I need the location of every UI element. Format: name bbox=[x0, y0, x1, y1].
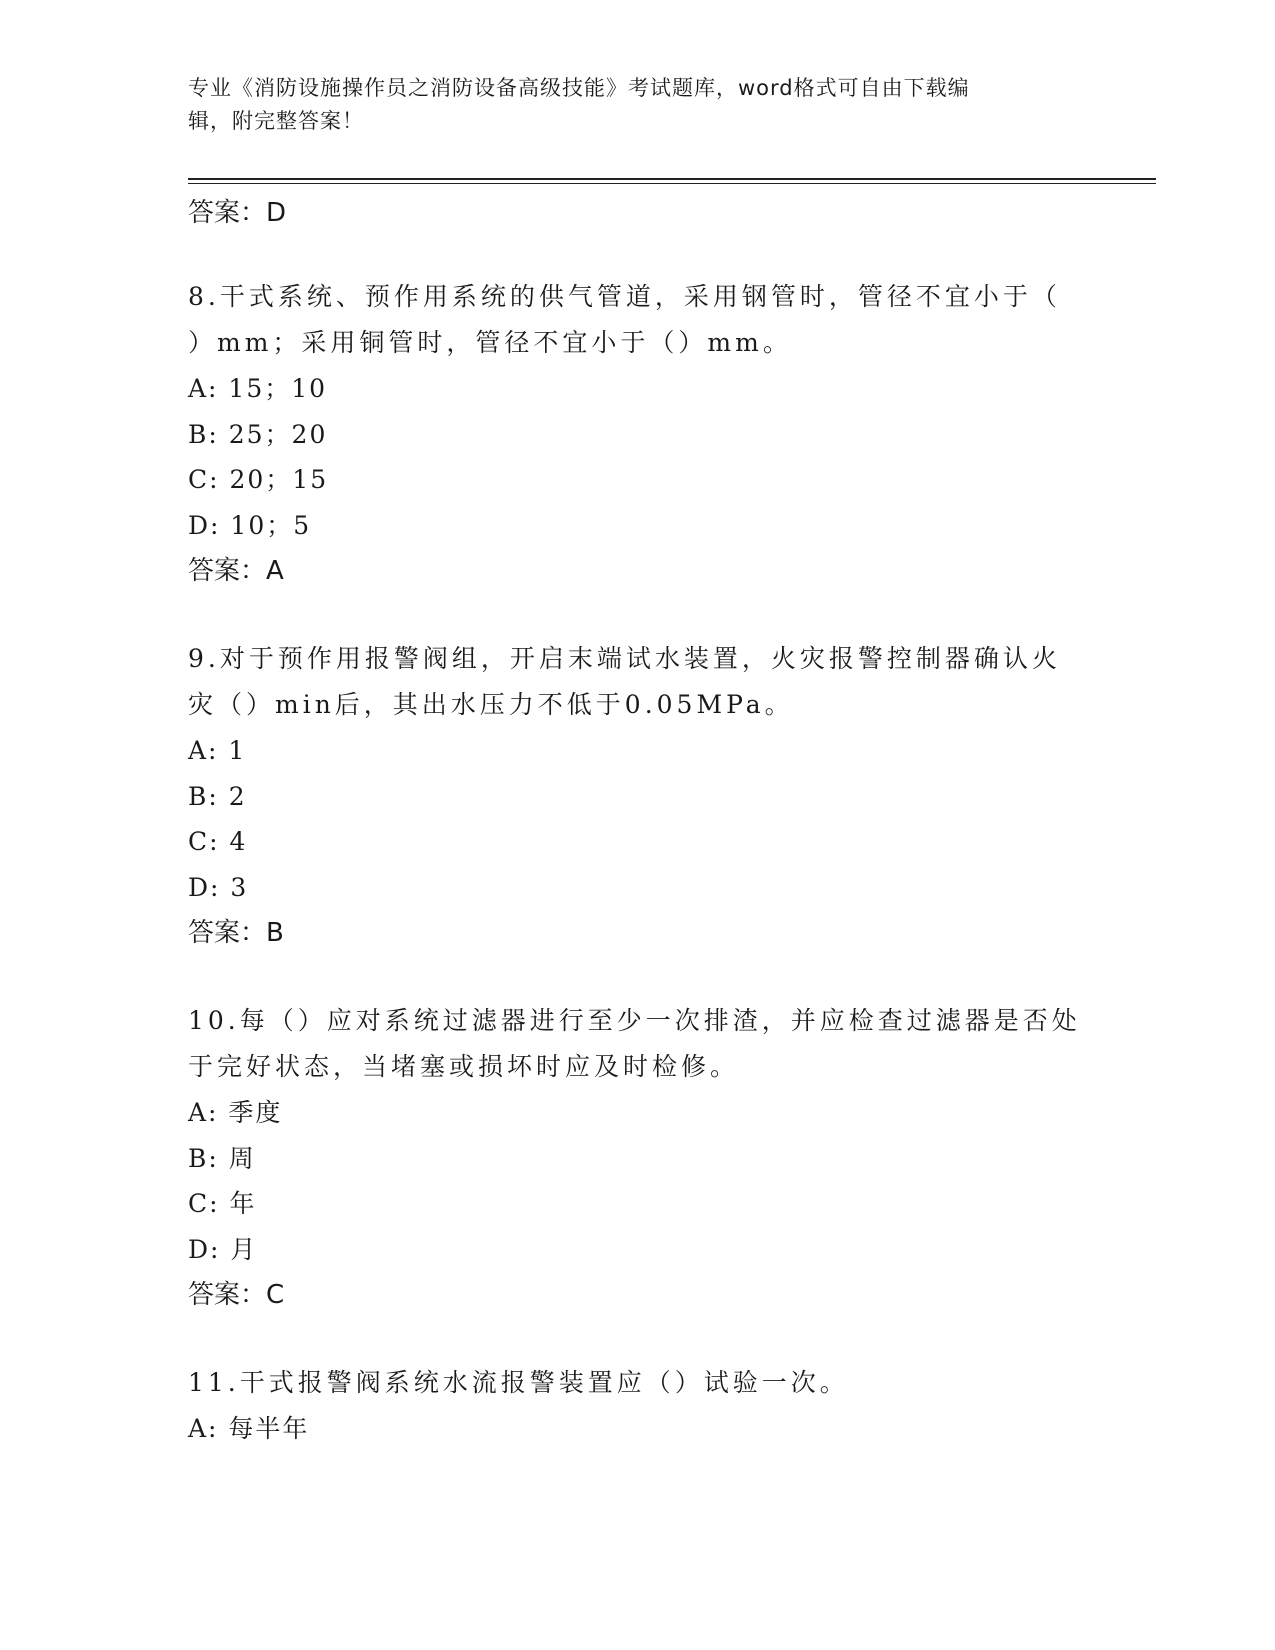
option-d: D: 3 bbox=[188, 872, 249, 902]
question-text bbox=[188, 1360, 1088, 1406]
question-9 bbox=[188, 636, 1088, 956]
header-divider-thin bbox=[188, 183, 1156, 184]
question-text-line-2: 于完好状态，当堵塞或损坏时应及时检修。 bbox=[188, 1052, 740, 1081]
question-text-line-2: ）mm；采用铜管时，管径不宜小于（）mm。 bbox=[188, 328, 792, 357]
spacer bbox=[188, 1318, 1088, 1360]
answer: 答案：A bbox=[188, 556, 284, 586]
header-divider-thick bbox=[188, 178, 1156, 180]
question-text bbox=[188, 274, 1088, 366]
option-b: B: 2 bbox=[188, 781, 247, 811]
option-a: A: 1 bbox=[188, 736, 247, 765]
page-header bbox=[188, 72, 1088, 138]
option-d: D: 月 bbox=[188, 1234, 258, 1264]
question-text bbox=[188, 636, 1088, 728]
question-text-line-2: 灾（）min后，其出水压力不低于0.05MPa。 bbox=[188, 690, 794, 719]
option-a: A: 季度 bbox=[188, 1098, 283, 1127]
option-b: B: 周 bbox=[188, 1143, 256, 1173]
question-8 bbox=[188, 274, 1088, 594]
question-11 bbox=[188, 1360, 1088, 1452]
option-a: A: 15；10 bbox=[188, 374, 328, 403]
header-line-1: 专业《消防设施操作员之消防设备高级技能》考试题库，word格式可自由下载编 bbox=[188, 76, 970, 100]
previous-answer: 答案：D bbox=[188, 198, 287, 228]
question-text-line-1: 9.对于预作用报警阀组，开启末端试水装置，火灾报警控制器确认火 bbox=[188, 644, 1061, 673]
question-text-line-1: 8.干式系统、预作用系统的供气管道，采用钢管时，管径不宜小于（ bbox=[188, 282, 1061, 311]
answer: 答案：B bbox=[188, 918, 284, 948]
option-d: D: 10；5 bbox=[188, 510, 312, 540]
question-list bbox=[188, 190, 1088, 1452]
question-text-line-1: 11.干式报警阀系统水流报警装置应（）试验一次。 bbox=[188, 1368, 849, 1397]
spacer bbox=[188, 594, 1088, 636]
answer: 答案：C bbox=[188, 1280, 285, 1310]
header-line-2: 辑，附完整答案！ bbox=[188, 109, 364, 133]
spacer bbox=[188, 956, 1088, 998]
option-c: C: 20；15 bbox=[188, 465, 329, 494]
option-a: A: 每半年 bbox=[188, 1414, 310, 1443]
question-text bbox=[188, 998, 1088, 1090]
option-b: B: 25；20 bbox=[188, 419, 328, 449]
question-10 bbox=[188, 998, 1088, 1318]
option-c: C: 年 bbox=[188, 1189, 257, 1218]
option-c: C: 4 bbox=[188, 827, 248, 856]
question-text-line-1: 10.每（）应对系统过滤器进行至少一次排渣，并应检查过滤器是否处 bbox=[188, 1006, 1081, 1035]
